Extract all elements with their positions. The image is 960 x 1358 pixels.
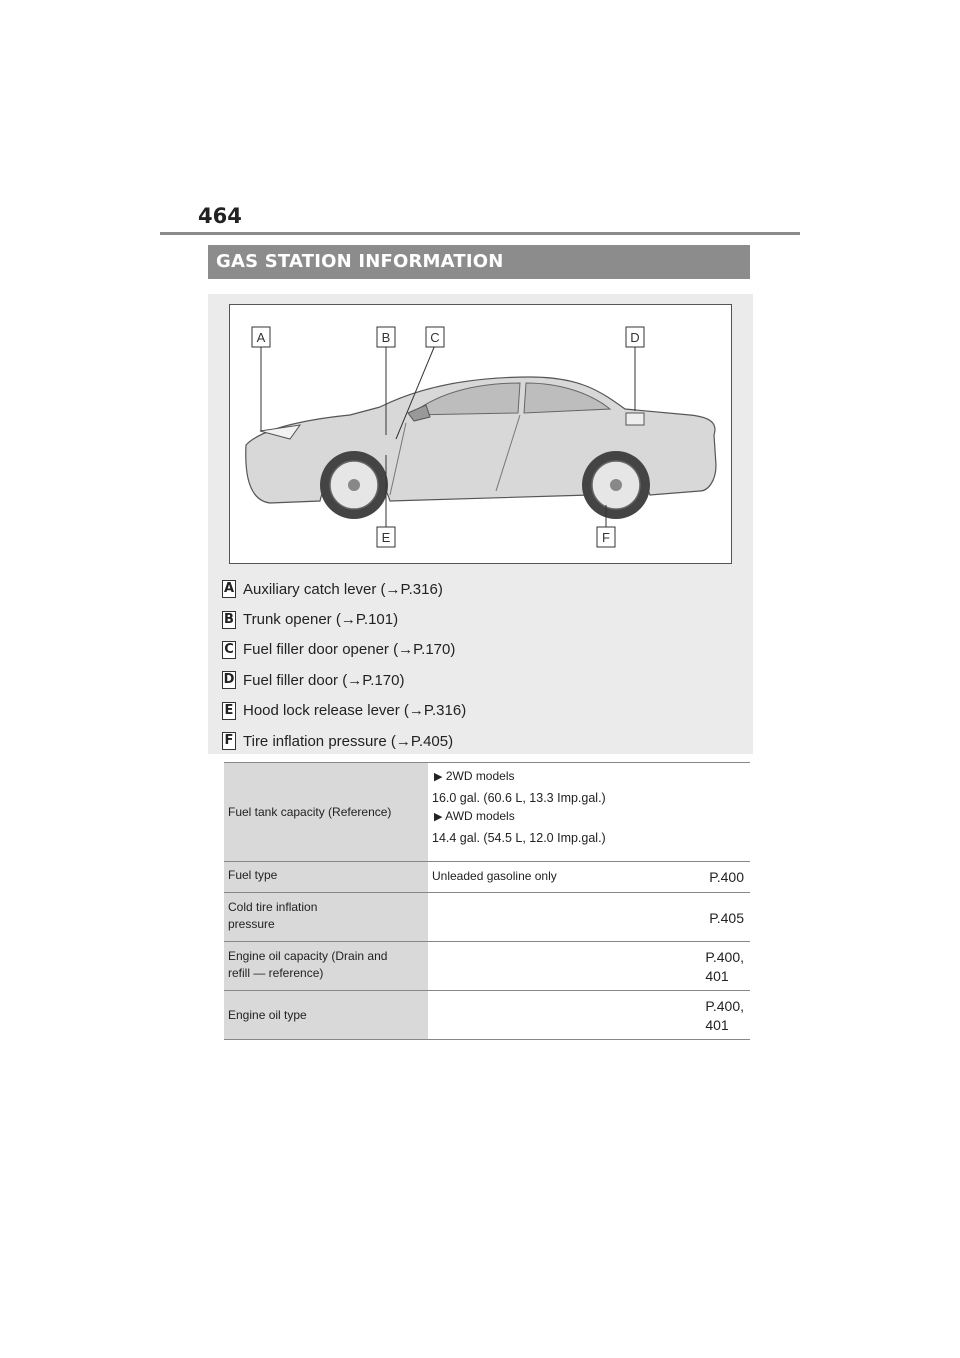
figure-label-a [252, 327, 270, 347]
arrow-right-icon: → [398, 641, 414, 659]
fuel-type-value: Unleaded gasoline only [432, 869, 557, 883]
oil-type-ref-2[interactable]: 401 [705, 1017, 729, 1033]
spec-label-tire-pressure-1: Cold tire inflation [228, 900, 318, 914]
callout-badge-d: D [223, 672, 235, 688]
callout-ref-e[interactable]: P.316 [423, 702, 462, 720]
oil-capacity-ref-2[interactable]: 401 [705, 968, 729, 984]
callout-text-c: Fuel filler door opener ( [243, 641, 399, 659]
spec-label-oil-capacity-2: refill — reference) [228, 966, 324, 980]
page-number: 464 [198, 204, 242, 228]
spec-label-oil-capacity-1: Engine oil capacity (Drain and [228, 949, 388, 963]
figure-label-f [597, 527, 615, 547]
figure-label-d-text: D [630, 330, 640, 345]
callout-item-d: D Fuel filler door (→P.170) [223, 671, 405, 689]
value-awd: 14.4 gal. (54.5 L, 12.0 Imp.gal.) [432, 831, 606, 845]
figure-label-c-text: C [430, 330, 440, 345]
callout-badge-f: F [222, 732, 236, 750]
table-row [224, 991, 750, 1040]
table-row [224, 893, 750, 942]
figure-label-e [377, 527, 395, 547]
callout-item-f: F Tire inflation pressure (→P.405) [222, 726, 466, 756]
arrow-right-icon: → [340, 611, 356, 629]
callout-ref-f[interactable]: P.405 [410, 732, 449, 750]
callout-badge-e: E [222, 702, 236, 720]
callout-ref-c[interactable]: P.170 [413, 641, 451, 659]
callout-text-d: Fuel filler door ( [243, 671, 348, 689]
model-awd: AWD models [445, 809, 515, 823]
callout-list [222, 574, 466, 756]
spec-table [224, 762, 750, 1040]
spec-label-oil-type: Engine oil type [224, 991, 428, 1039]
figure-label-c [426, 327, 444, 347]
arrow-right-icon: → [395, 732, 411, 750]
spec-label-fuel-tank: Fuel tank capacity (Reference) [224, 763, 428, 861]
header-rule [160, 232, 800, 235]
figure-label-e-text: E [381, 530, 391, 545]
callout-text-a: Auxiliary catch lever ( [243, 580, 386, 598]
figure-label-b-text: B [381, 330, 391, 345]
figure-label-d [626, 327, 644, 347]
callout-badge-c: C [222, 641, 236, 659]
callout-text-b: Trunk opener ( [243, 611, 341, 629]
car-side-illustration [229, 304, 732, 564]
callout-ref-a[interactable]: P.316 [400, 580, 438, 598]
fuel-type-ref[interactable]: P.400 [709, 869, 744, 885]
spec-label-fuel-type: Fuel type [224, 862, 428, 892]
car-diagram [230, 305, 733, 565]
table-row [224, 862, 750, 893]
triangle-bullet-icon: ▶ [434, 811, 443, 823]
arrow-right-icon: → [347, 671, 363, 689]
oil-type-ref-1[interactable]: P.400, [705, 998, 744, 1014]
callout-item-c: C Fuel filler door opener (→P.170) [222, 635, 466, 665]
model-2wd: 2WD models [445, 769, 515, 783]
figure-label-a-text: A [256, 330, 266, 345]
callout-item-a: A Auxiliary catch lever (→P.316) [223, 580, 443, 598]
table-row [224, 942, 750, 991]
figure-label-f-text: F [602, 530, 610, 545]
section-title: GAS STATION INFORMATION [208, 245, 750, 279]
callout-badge-b: B [222, 611, 236, 629]
arrow-right-icon: → [408, 702, 424, 720]
spec-label-tire-pressure-2: pressure [228, 917, 275, 931]
callout-ref-d[interactable]: P.170 [362, 671, 400, 689]
triangle-bullet-icon: ▶ [434, 771, 443, 783]
table-row [224, 762, 750, 862]
callout-text-e: Hood lock release lever ( [243, 702, 409, 720]
arrow-right-icon: → [385, 580, 401, 598]
callout-text-f: Tire inflation pressure ( [243, 732, 396, 750]
figure-label-b [377, 327, 395, 347]
callout-badge-a: A [223, 581, 235, 597]
tire-pressure-ref[interactable]: P.405 [709, 910, 744, 926]
callout-item-b: B Trunk opener (→P.101) [222, 604, 466, 634]
info-panel [208, 294, 753, 754]
callout-ref-b[interactable]: P.101 [355, 611, 394, 629]
oil-capacity-ref-1[interactable]: P.400, [705, 949, 744, 965]
value-2wd: 16.0 gal. (60.6 L, 13.3 Imp.gal.) [432, 791, 606, 805]
callout-item-e: E Hood lock release lever (→P.316) [222, 696, 466, 726]
